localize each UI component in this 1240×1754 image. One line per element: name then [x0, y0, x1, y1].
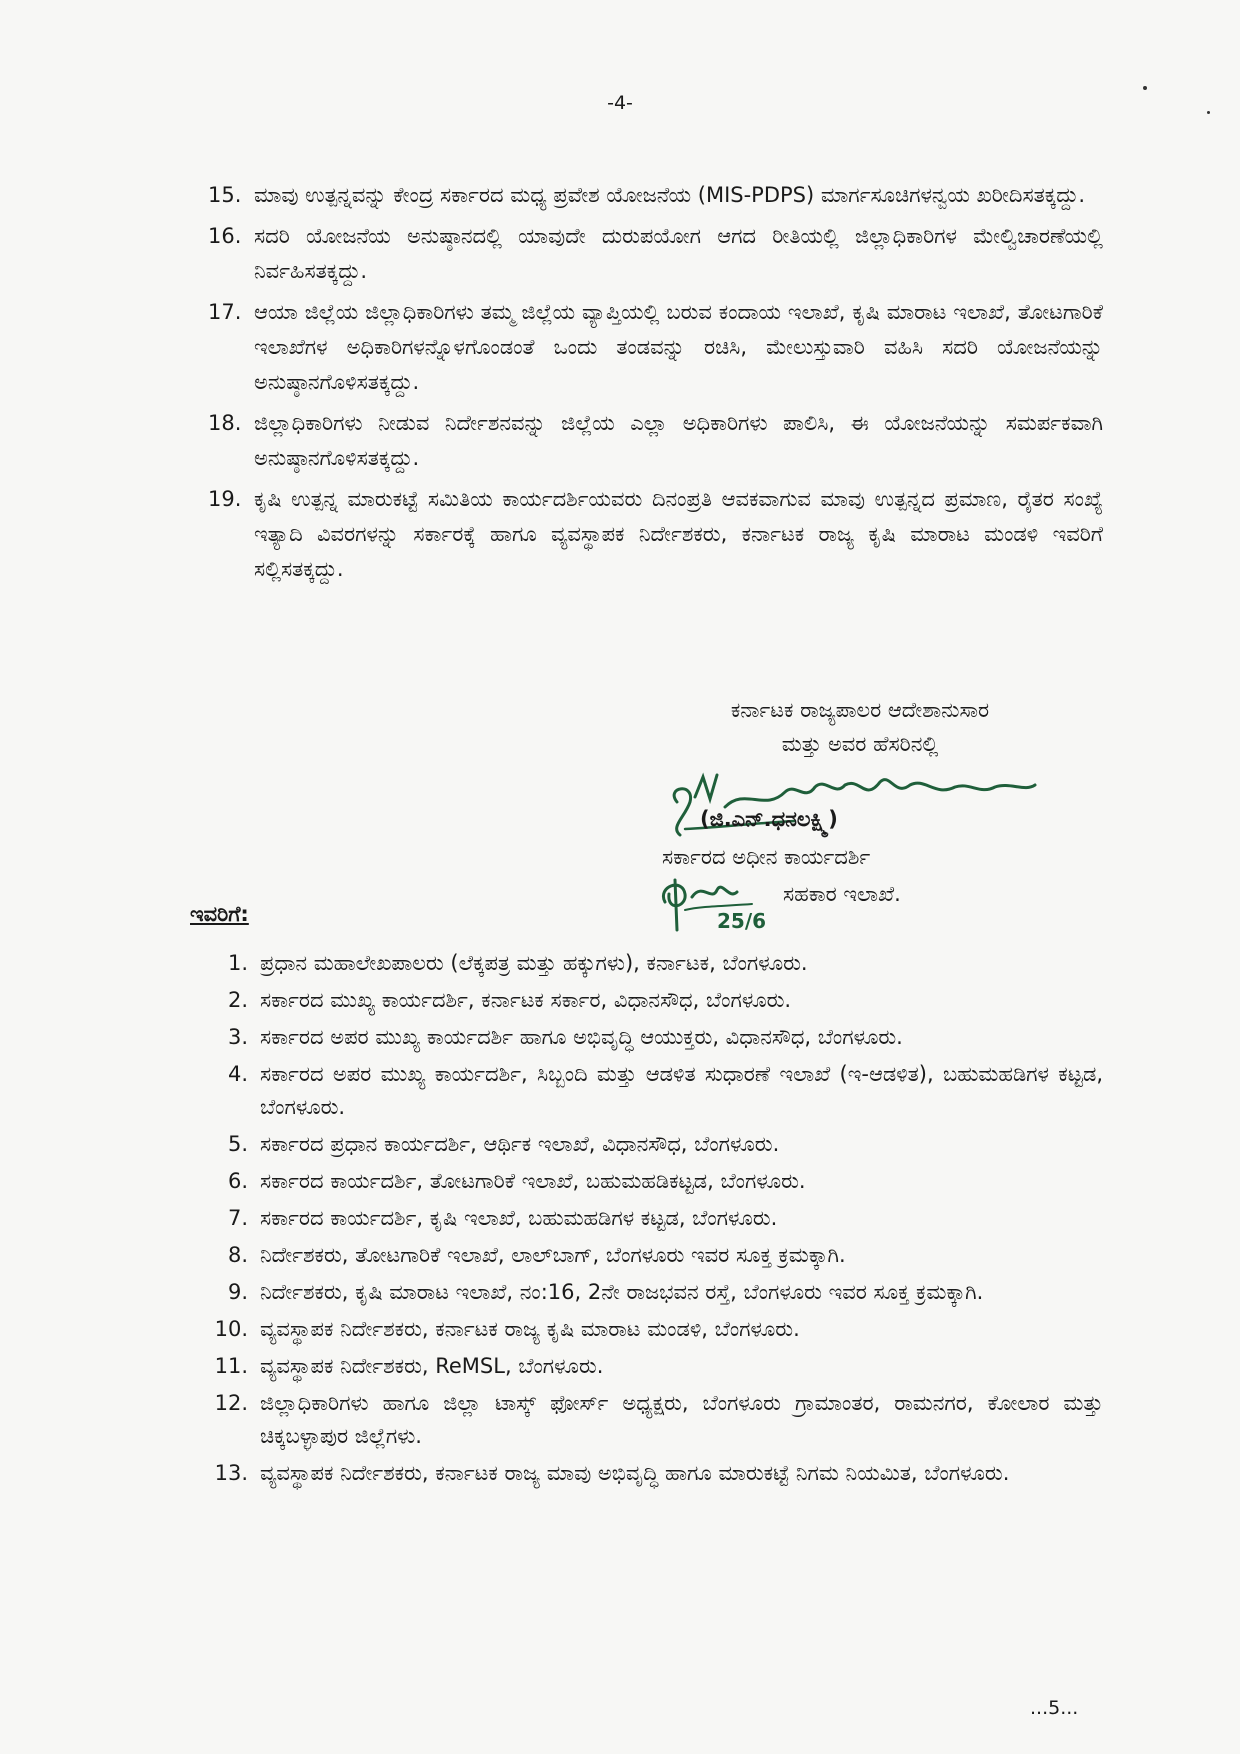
clause-item: 15. ಮಾವು ಉತ್ಪನ್ನವನ್ನು ಕೇಂದ್ರ ಸರ್ಕಾರದ ಮಧ್ಯ ಪ್ರವೇಶ ಯೋಜನೆಯ (MIS-PDPS) ಮಾರ್ಗಸೂಚಿಗಳನ್ವಯ ಖರೀದಿಸತಕ್ಕದ್ದು.: [208, 183, 1086, 207]
recipients-heading: ಇವರಿಗೆ:: [190, 902, 249, 926]
authority-line-2: ಮತ್ತು ಅವರ ಹೆಸರಿನಲ್ಲಿ: [781, 732, 939, 756]
recipient-item: 10. ವ್ಯವಸ್ಥಾಪಕ ನಿರ್ದೇಶಕರು, ಕರ್ನಾಟಕ ರಾಜ್ಯ ಕೃಷಿ ಮಾರಾಟ ಮಂಡಳಿ, ಬೆಂಗಳೂರು.: [214, 1317, 800, 1341]
recipient-item: 12. ಜಿಲ್ಲಾಧಿಕಾರಿಗಳು ಹಾಗೂ ಜಿಲ್ಲಾ ಟಾಸ್ಕ್ ಫೋರ್ಸ್ ಅಧ್ಯಕ್ಷರು, ಬೆಂಗಳೂರು ಗ್ರಾಮಾಂತರ, ರಾಮನಗರ, ಕೋಲಾರ ಮತ್ತು ಚಿಕ್ಕಬಳ್ಳಾಪುರ ಜಿಲ್ಲೆಗಳು.: [214, 1391, 1103, 1448]
recipient-item: 4. ಸರ್ಕಾರದ ಅಪರ ಮುಖ್ಯ ಕಾರ್ಯದರ್ಶಿ, ಸಿಬ್ಬಂದಿ ಮತ್ತು ಆಡಳಿತ ಸುಧಾರಣೆ ಇಲಾಖೆ (ಇ-ಆಡಳಿತ), ಬಹುಮಹಡಿಗಳ ಕಟ್ಟಡ, ಬೆಂಗಳೂರು.: [227, 1062, 1103, 1119]
clause-item: 19. ಕೃಷಿ ಉತ್ಪನ್ನ ಮಾರುಕಟ್ಟೆ ಸಮಿತಿಯ ಕಾರ್ಯದರ್ಶಿಯವರು ದಿನಂಪ್ರತಿ ಆವಕವಾಗುವ ಮಾವು ಉತ್ಪನ್ನದ ಪ್ರಮಾಣ, ರೈತರ ಸಂಖ್ಯೆ ಇತ್ಯಾದಿ ವಿವರಗಳನ್ನು ಸರ್ಕಾರಕ್ಕೆ ಹಾಗೂ ವ್ಯವಸ್ಥಾಪಕ ನಿರ್ದೇಶಕರು, ಕರ್ನಾಟಕ ರಾಜ್ಯ ಕೃಷಿ ಮಾರಾಟ ಮಂಡಳಿ ಇವರಿಗೆ ಸಲ್ಲಿಸತಕ್ಕದ್ದು.: [208, 487, 1103, 581]
recipient-item: 1. ಪ್ರಧಾನ ಮಹಾಲೇಖಪಾಲರು (ಲೆಕ್ಕಪತ್ರ ಮತ್ತು ಹಕ್ಕುಗಳು), ಕರ್ನಾಟಕ, ಬೆಂಗಳೂರು.: [227, 951, 808, 975]
recipient-item: 11. ವ್ಯವಸ್ಥಾಪಕ ನಿರ್ದೇಶಕರು, ReMSL, ಬೆಂಗಳೂರು.: [214, 1354, 604, 1378]
continuation-marker: ...5...: [1030, 1697, 1079, 1719]
recipient-item: 3. ಸರ್ಕಾರದ ಅಪರ ಮುಖ್ಯ ಕಾರ್ಯದರ್ಶಿ ಹಾಗೂ ಅಭಿವೃದ್ಧಿ ಆಯುಕ್ತರು, ವಿಧಾನಸೌಧ, ಬೆಂಗಳೂರು.: [227, 1025, 903, 1049]
signer-department: ಸಹಕಾರ ಇಲಾಖೆ.: [783, 882, 901, 906]
authority-line-1: ಕರ್ನಾಟಕ ರಾಜ್ಯಪಾಲರ ಆದೇಶಾನುಸಾರ: [730, 698, 990, 722]
recipient-item: 5. ಸರ್ಕಾರದ ಪ್ರಧಾನ ಕಾರ್ಯದರ್ಶಿ, ಆರ್ಥಿಕ ಇಲಾಖೆ, ವಿಧಾನಸೌಧ, ಬೆಂಗಳೂರು.: [227, 1132, 780, 1156]
clause-item: 17. ಆಯಾ ಜಿಲ್ಲೆಯ ಜಿಲ್ಲಾಧಿಕಾರಿಗಳು ತಮ್ಮ ಜಿಲ್ಲೆಯ ವ್ಯಾಪ್ತಿಯಲ್ಲಿ ಬರುವ ಕಂದಾಯ ಇಲಾಖೆ, ಕೃಷಿ ಮಾರಾಟ ಇಲಾಖೆ, ತೋಟಗಾರಿಕೆ ಇಲಾಖೆಗಳ ಅಧಿಕಾರಿಗಳನ್ನೊಳಗೊಂಡಂತೆ ಒಂದು ತಂಡವನ್ನು ರಚಿಸಿ, ಮೇಲುಸ್ತುವಾರಿ ವಹಿಸಿ ಸದರಿ ಯೋಜನೆಯನ್ನು ಅನುಷ್ಠಾನಗೊಳಿಸತಕ್ಕದ್ದು.: [208, 300, 1103, 394]
signer-designation: ಸರ್ಕಾರದ ಅಧೀನ ಕಾರ್ಯದರ್ಶಿ: [662, 845, 871, 869]
recipient-item: 13. ವ್ಯವಸ್ಥಾಪಕ ನಿರ್ದೇಶಕರು, ಕರ್ನಾಟಕ ರಾಜ್ಯ ಮಾವು ಅಭಿವೃದ್ಧಿ ಹಾಗೂ ಮಾರುಕಟ್ಟೆ ನಿಗಮ ನಿಯಮಿತ, ಬೆಂಗಳೂರು.: [214, 1461, 1010, 1485]
recipient-item: 7. ಸರ್ಕಾರದ ಕಾರ್ಯದರ್ಶಿ, ಕೃಷಿ ಇಲಾಖೆ, ಬಹುಮಹಡಿಗಳ ಕಟ್ಟಡ, ಬೆಂಗಳೂರು.: [227, 1206, 778, 1230]
scan-speck: [1143, 86, 1147, 90]
signer-name: (ಜಿ.ಎನ್.ಧನಲಕ್ಷ್ಮಿ): [700, 807, 838, 831]
authority-block: [600, 693, 1120, 761]
recipient-item: 9. ನಿರ್ದೇಶಕರು, ಕೃಷಿ ಮಾರಾಟ ಇಲಾಖೆ, ನಂ:16, 2ನೇ ರಾಜಭವನ ರಸ್ತೆ, ಬೆಂಗಳೂರು ಇವರ ಸೂಕ್ತ ಕ್ರಮಕ್ಕಾಗಿ.: [227, 1280, 984, 1304]
clauses-list: [208, 178, 1103, 593]
recipients-list: [208, 947, 1103, 1494]
clause-item: 18. ಜಿಲ್ಲಾಧಿಕಾರಿಗಳು ನೀಡುವ ನಿರ್ದೇಶನವನ್ನು ಜಿಲ್ಲೆಯ ಎಲ್ಲಾ ಅಧಿಕಾರಿಗಳು ಪಾಲಿಸಿ, ಈ ಯೋಜನೆಯನ್ನು ಸಮರ್ಪಕವಾಗಿ ಅನುಷ್ಠಾನಗೊಳಿಸತಕ್ಕದ್ದು.: [208, 411, 1103, 470]
initials-mark: [657, 872, 787, 932]
recipient-item: 6. ಸರ್ಕಾರದ ಕಾರ್ಯದರ್ಶಿ, ತೋಟಗಾರಿಕೆ ಇಲಾಖೆ, ಬಹುಮಹಡಿಕಟ್ಟಡ, ಬೆಂಗಳೂರು.: [227, 1169, 806, 1193]
clause-item: 16. ಸದರಿ ಯೋಜನೆಯ ಅನುಷ್ಠಾನದಲ್ಲಿ ಯಾವುದೇ ದುರುಪಯೋಗ ಆಗದ ರೀತಿಯಲ್ಲಿ ಜಿಲ್ಲಾಧಿಕಾರಿಗಳ ಮೇಲ್ವಿಚಾರಣೆಯಲ್ಲಿ ನಿರ್ವಹಿಸತಕ್ಕದ್ದು.: [208, 224, 1103, 283]
page-number: -4-: [607, 92, 633, 114]
scan-speck: [1207, 111, 1210, 114]
initials-date: 25/6: [717, 909, 767, 932]
recipient-item: 2. ಸರ್ಕಾರದ ಮುಖ್ಯ ಕಾರ್ಯದರ್ಶಿ, ಕರ್ನಾಟಕ ಸರ್ಕಾರ, ವಿಧಾನಸೌಧ, ಬೆಂಗಳೂರು.: [227, 988, 792, 1012]
recipient-item: 8. ನಿರ್ದೇಶಕರು, ತೋಟಗಾರಿಕೆ ಇಲಾಖೆ, ಲಾಲ್‌ಬಾಗ್, ಬೆಂಗಳೂರು ಇವರ ಸೂಕ್ತ ಕ್ರಮಕ್ಕಾಗಿ.: [227, 1243, 846, 1267]
